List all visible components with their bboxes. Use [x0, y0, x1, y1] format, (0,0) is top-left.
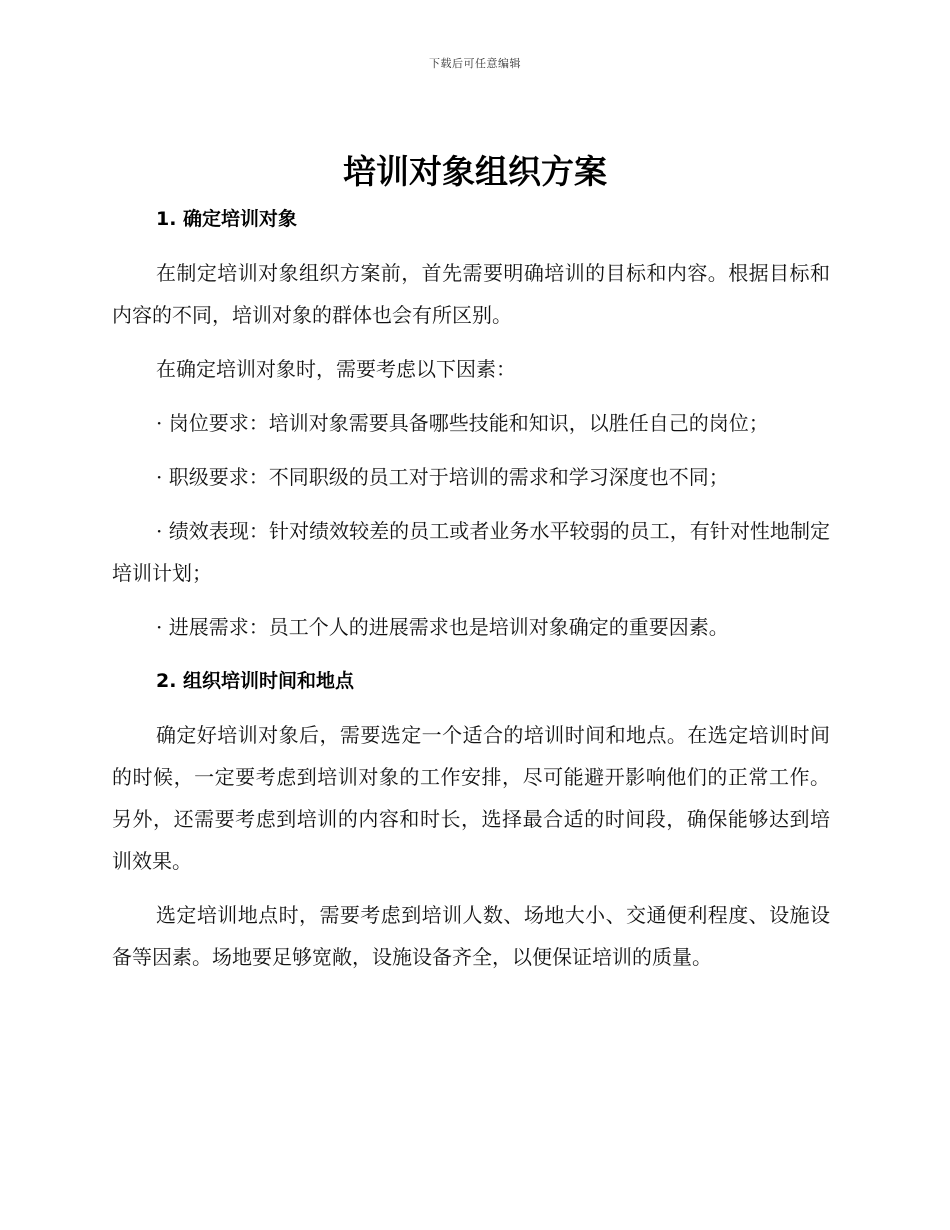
paragraph: 在确定培训对象时，需要考虑以下因素：	[156, 357, 516, 381]
bullet-item: · 岗位要求：培训对象需要具备哪些技能和知识，以胜任自己的岗位；	[156, 411, 769, 435]
page-header-note: 下载后可任意编辑	[429, 57, 521, 70]
paragraph: 确定好培训对象后，需要选定一个适合的培训时间和地点。在选定培训时间的时候，一定要考虑到培训对象的工作安排，尽可能避开影响他们的正常工作。另外，还需要考虑到培训的内容和时长，选择最合适的时间段，确保能够达到培训效果。	[112, 723, 830, 873]
section-heading-2: 2. 组织培训时间和地点	[156, 670, 355, 692]
document-body	[112, 198, 830, 978]
section-heading-1: 1. 确定培训对象	[156, 208, 298, 230]
document-title: 培训对象组织方案	[343, 152, 607, 191]
bullet-item: · 进展需求：员工个人的进展需求也是培训对象确定的重要因素。	[156, 615, 729, 639]
bullet-item: · 职级要求：不同职级的员工对于培训的需求和学习深度也不同；	[156, 465, 729, 489]
paragraph: 在制定培训对象组织方案前，首先需要明确培训的目标和内容。根据目标和内容的不同，培训对象的群体也会有所区别。	[112, 261, 830, 327]
paragraph: 选定培训地点时，需要考虑到培训人数、场地大小、交通便利程度、设施设备等因素。场地要足够宽敞，设施设备齐全，以便保证培训的质量。	[112, 903, 830, 969]
bullet-item: · 绩效表现：针对绩效较差的员工或者业务水平较弱的员工，有针对性地制定培训计划；	[112, 519, 830, 585]
